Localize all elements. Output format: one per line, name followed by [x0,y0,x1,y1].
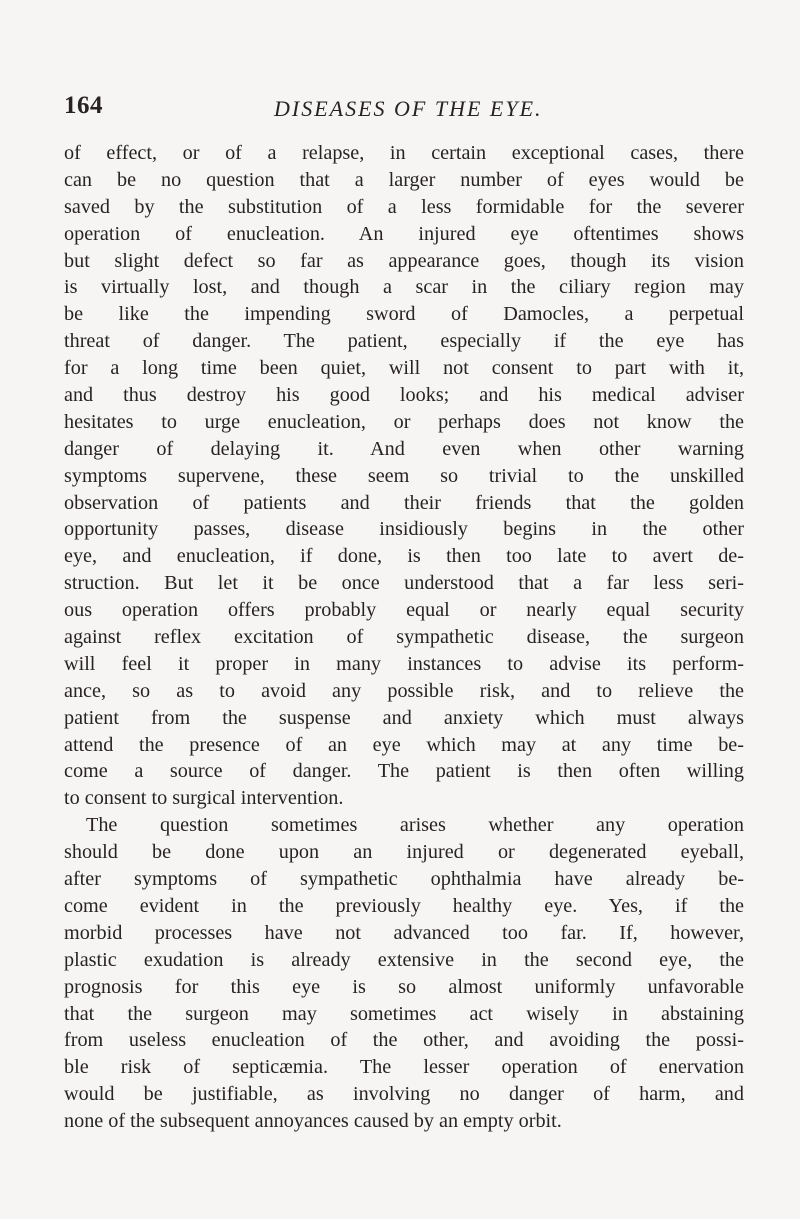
text-line: attend the presence of an eye which may at any time be- [64,733,744,756]
text-line: for a long time been quiet, will not consent to part with it, [64,357,744,380]
text-line: against reflex excitation of sympathetic disease, the surgeon [64,626,744,649]
body-text [64,140,744,1135]
text-line: hesitates to urge enucleation, or perhaps does not know the [64,410,744,433]
running-head [64,92,744,124]
text-line: patient from the suspense and anxiety which must always [64,706,744,729]
text-line: threat of danger. The patient, especially if the eye has [64,330,744,353]
text-line: that the surgeon may sometimes act wisely in abstaining [64,1002,744,1025]
text-line: plastic exudation is already extensive in the second eye, the [64,948,744,971]
text-line: eye, and enucleation, if done, is then too late to avert de- [64,545,744,568]
text-line: come evident in the previously healthy eye. Yes, if the [64,894,744,917]
text-line: prognosis for this eye is so almost uniformly unfavorable [64,975,744,998]
text-line: but slight defect so far as appearance goes, though its vision [64,249,744,272]
text-line: ous operation offers probably equal or nearly equal security [64,599,744,622]
text-line: will feel it proper in many instances to advise its perform- [64,652,744,675]
paragraph-start-line: The question sometimes arises whether any operation [86,814,744,837]
text-line: and thus destroy his good looks; and his medical adviser [64,384,744,407]
text-line: can be no question that a larger number of eyes would be [64,168,744,191]
text-line: saved by the substitution of a less formidable for the severer [64,195,744,218]
text-line: of effect, or of a relapse, in certain exceptional cases, there [64,142,744,164]
text-line: struction. But let it be once understood that a far less seri- [64,572,744,595]
text-line: ble risk of septicæmia. The lesser operation of enervation [64,1056,744,1079]
running-title: DISEASES OF THE EYE. [274,96,543,121]
text-line: danger of delaying it. And even when other warning [64,437,744,460]
text-line: opportunity passes, disease insidiously begins in the other [64,518,744,541]
text-line: would be justifiable, as involving no danger of harm, and [64,1083,744,1106]
page-number: 164 [64,92,103,119]
text-line: symptoms supervene, these seem so trivial to the unskilled [64,464,744,487]
text-line: come a source of danger. The patient is then often willing [64,760,744,783]
text-line: operation of enucleation. An injured eye oftentimes shows [64,222,744,245]
text-line: morbid processes have not advanced too far. If, however, [64,921,744,944]
paragraph-end-line: to consent to surgical intervention. [64,787,344,810]
text-line: after symptoms of sympathetic ophthalmia have already be- [64,868,744,891]
text-line: be like the impending sword of Damocles, a perpetual [64,303,744,326]
text-line: is virtually lost, and though a scar in the ciliary region may [64,276,744,299]
text-line: ance, so as to avoid any possible risk, and to relieve the [64,679,744,702]
text-line: from useless enucleation of the other, and avoiding the possi- [64,1029,744,1052]
text-line: should be done upon an injured or degenerated eyeball, [64,841,744,864]
text-line: observation of patients and their friends that the golden [64,491,744,514]
paragraph-end-line: none of the subsequent annoyances caused by an empty orbit. [64,1110,562,1133]
